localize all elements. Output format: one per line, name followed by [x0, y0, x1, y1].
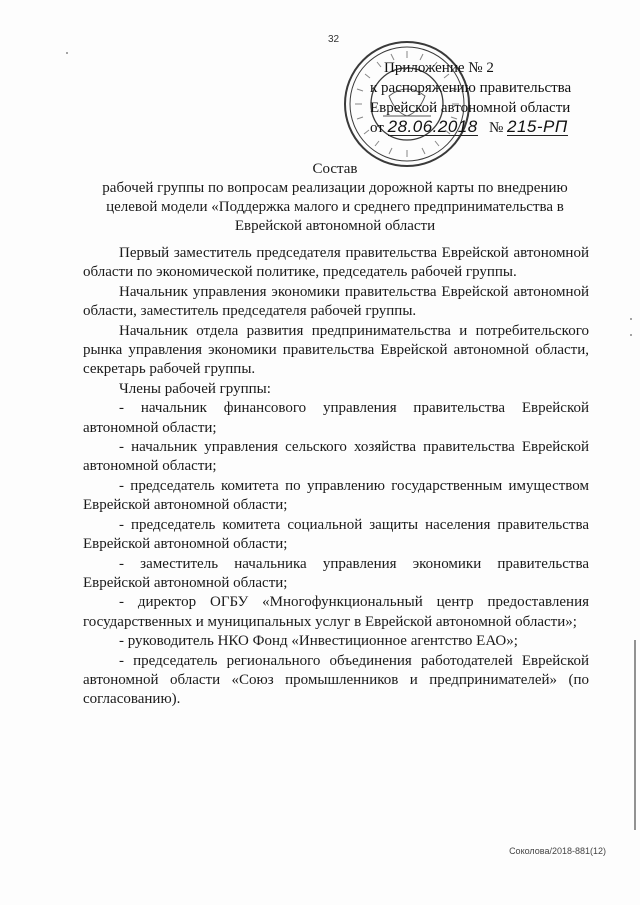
paragraph: - председатель комитета социальной защиты населения правительства Еврейской автономной области; — [83, 516, 589, 553]
paragraph: - начальник управления сельского хозяйства правительства Еврейской автономной области; — [83, 439, 589, 475]
appendix-date-number — [370, 118, 610, 138]
scan-speck — [630, 334, 632, 336]
paragraph: Первый заместитель председателя правительства Еврейской автономной области по экономической политике, председатель рабочей группы. — [83, 245, 589, 281]
paragraph: Начальник управления экономики правительства Еврейской автономной области, заместитель председателя рабочей группы. — [83, 283, 589, 320]
paragraph: - начальник финансового управления правительства Еврейской автономной области; — [83, 400, 589, 436]
page-number: 32 — [328, 34, 340, 45]
from-label: от — [370, 120, 384, 136]
paragraph: Члены рабочей группы: — [119, 380, 271, 397]
decree-number: 215-РП — [507, 117, 568, 136]
appendix-decree: к распоряжению правительства — [370, 80, 572, 96]
appendix-government: Еврейской автономной области — [370, 100, 571, 116]
title-line-3: целевой модели «Поддержка малого и среднего предпринимательства в — [106, 199, 564, 215]
document-footer: Соколова/2018-881(12) — [509, 846, 606, 856]
decree-date: 28.06.2018 — [387, 117, 478, 136]
scan-edge-line — [634, 640, 636, 830]
paragraph: - председатель регионального объединения работодателей Еврейской автономной области «Союз промышленников и предпринимателей» (по согласованию). — [83, 652, 589, 708]
paragraph: - руководитель НКО Фонд «Инвестиционное агентство ЕАО»; — [119, 633, 518, 650]
paragraph: Начальник отдела развития предпринимательства и потребительского рынка управления экономики правительства Еврейской автономной области, секретарь рабочей группы. — [83, 322, 589, 378]
paragraph: - директор ОГБУ «Многофункциональный центр предоставления государственных и муниципальных услуг в Еврейской автономной области»; — [83, 594, 589, 630]
scan-speck — [66, 52, 68, 54]
title-line-2: рабочей группы по вопросам реализации дорожной карты по внедрению — [102, 180, 568, 196]
number-label: № — [488, 120, 504, 136]
paragraph: - заместитель начальника управления экономики правительства Еврейской автономной области; — [83, 555, 589, 591]
appendix-header — [370, 58, 610, 138]
document-title — [100, 160, 570, 236]
appendix-title: Приложение № 2 — [384, 60, 494, 76]
scan-speck — [630, 318, 632, 320]
title-line-4: Еврейской автономной области — [234, 218, 436, 234]
title-line-1: Состав — [312, 161, 358, 177]
paragraph: - председатель комитета по управлению государственным имуществом Еврейской автономной области; — [83, 477, 589, 514]
document-body — [83, 244, 589, 710]
